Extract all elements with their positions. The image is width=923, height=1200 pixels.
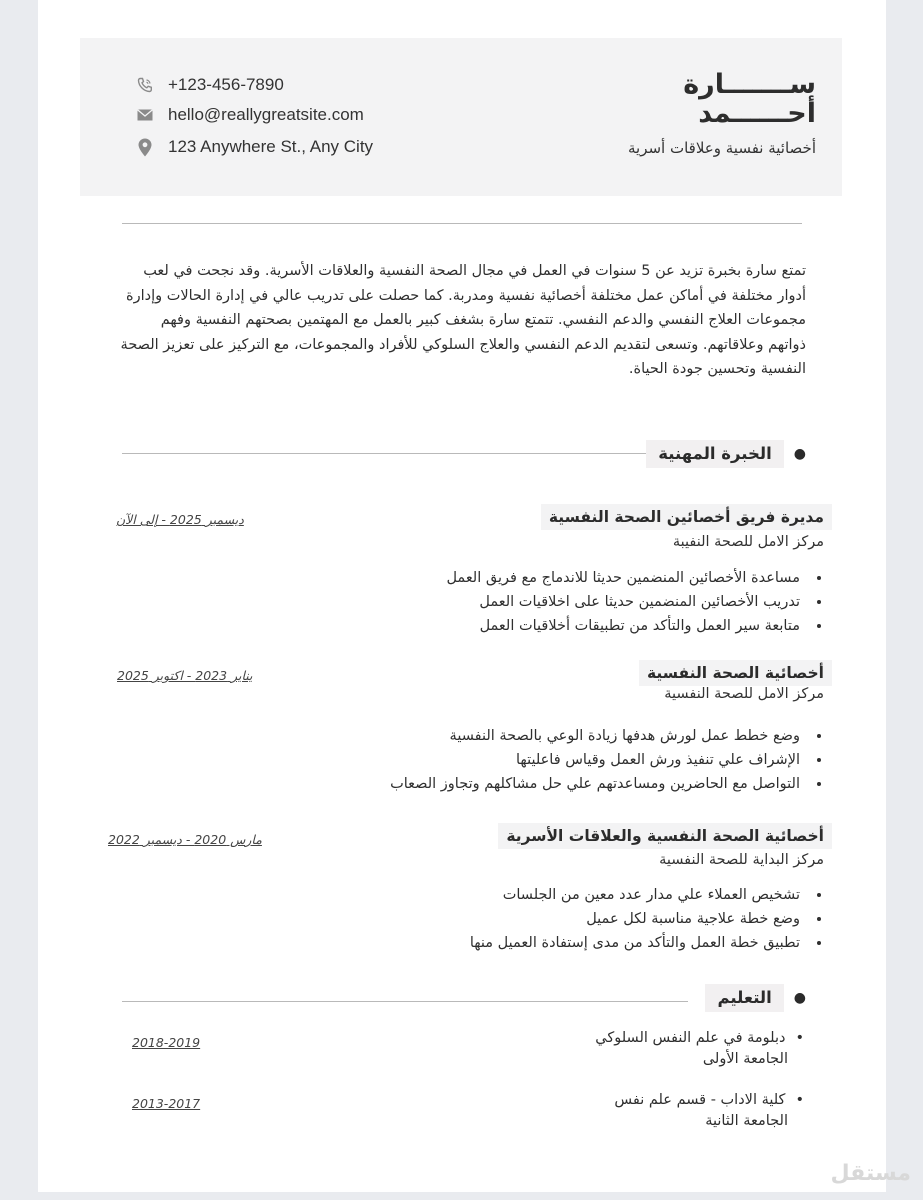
phone-text: +123-456-7890 — [168, 75, 284, 94]
name-first: ســـــــارة — [683, 69, 816, 100]
job-company: مركز الامل للصحة النفيبة — [672, 534, 824, 550]
contact-address — [136, 136, 373, 158]
contact-phone — [136, 74, 284, 96]
name-last: أحــــــمد — [698, 98, 816, 129]
duty-item: • وضع خطط عمل لورش هدفها زيادة الوعي بالصحة النفسية — [390, 724, 806, 748]
university-name: الجامعة الأولى — [702, 1051, 788, 1067]
duty-item: • تطبيق خطة العمل والتأكد من مدى إستفادة العميل منها — [470, 931, 806, 955]
education-years: 2013-2017 — [132, 1096, 201, 1111]
duty-item: • وضع خطة علاجية مناسبة لكل عميل — [470, 907, 806, 931]
divider — [122, 223, 802, 224]
email-text: hello@reallygreatsite.com — [168, 105, 364, 124]
degree-name: • كلية الاداب - قسم علم نفس — [614, 1090, 804, 1111]
duty-item: • تشخيص العملاء علي مدار عدد معين من الجلسات — [470, 883, 806, 907]
job-title: أخصائية الصحة النفسية والعلاقات الأسرية — [498, 823, 832, 849]
job-title: أخصائية الصحة النفسية — [639, 660, 832, 686]
job-date: يناير 2023 - اكتوبر 2025 — [117, 668, 253, 683]
job-date: مارس 2020 - ديسمبر 2022 — [108, 832, 262, 847]
resume-page — [38, 0, 886, 1192]
education-item — [614, 1090, 804, 1132]
duty-item: • مساعدة الأخصائين المنضمين حديثا للاندماج مع فريق العمل — [446, 566, 806, 590]
resume-header — [80, 38, 842, 196]
duty-item: • متابعة سير العمل والتأكد من تطبيقات أخلاقيات العمل — [446, 614, 806, 638]
phone-icon — [136, 76, 154, 94]
job-date: ديسمبر 2025 - إلى الآن — [116, 512, 244, 527]
watermark-logo: مستقل — [830, 1161, 911, 1186]
bullet-icon: ● — [793, 990, 806, 1006]
education-years: 2018-2019 — [132, 1035, 201, 1050]
degree-name: • دبلومة في علم النفس السلوكي — [595, 1028, 804, 1049]
university-name: الجامعة الثانية — [705, 1113, 788, 1129]
section-divider — [122, 453, 656, 454]
job-title-header: أخصائية نفسية وعلاقات أسرية — [627, 139, 816, 157]
job-title: مديرة فريق أخصائين الصحة النفسية — [541, 504, 832, 530]
job-company: مركز الامل للصحة النفسية — [664, 686, 824, 702]
job-duties — [470, 883, 824, 955]
job-company: مركز البداية للصحة النفسية — [659, 852, 824, 868]
location-pin-icon — [136, 138, 154, 156]
duty-item: • تدريب الأخصائين المنضمين حديثا على اخلاقيات العمل — [446, 590, 806, 614]
section-divider — [122, 1001, 688, 1002]
duty-item: • التواصل مع الحاضرين ومساعدتهم علي حل مشاكلهم وتجاوز الصعاب — [390, 772, 806, 796]
education-item — [595, 1028, 804, 1070]
contact-email — [136, 104, 364, 126]
job-duties — [446, 566, 824, 638]
person-name — [683, 70, 816, 128]
address-text: 123 Anywhere St., Any City — [168, 137, 374, 156]
education-heading: ● التعليم — [705, 984, 806, 1012]
duty-item: • الإشراف علي تنفيذ ورش العمل وقياس فاعليتها — [390, 748, 806, 772]
bullet-icon: ● — [793, 446, 806, 462]
mail-icon — [136, 106, 154, 124]
experience-heading: ● الخبرة المهنية — [646, 440, 806, 468]
job-duties — [390, 724, 824, 796]
profile-summary: تمتع سارة بخبرة تزيد عن 5 سنوات في العمل في مجال الصحة النفسية والعلاقات الأسرية. وقد نجحت في لعب أدوار مختلفة في أماكن عمل مختلفة أخصائية نفسية ومدربة. كما حصلت على تدريب عالي في إدارة الحالات وإدارة مجموعات العلاج النفسي والدعم النفسي. تتمتع سارة بشغف كبير بالعمل مع المهتمين بصحتهم النفسية وفهم ذواتهم وعلاقاتهم. وتسعى لتقديم الدعم النفسي والعلاج السلوكي للأفراد والمجموعات، مع التركيز على تعزيز الصحة النفسية وتحسين جودة الحياة. — [120, 263, 806, 378]
